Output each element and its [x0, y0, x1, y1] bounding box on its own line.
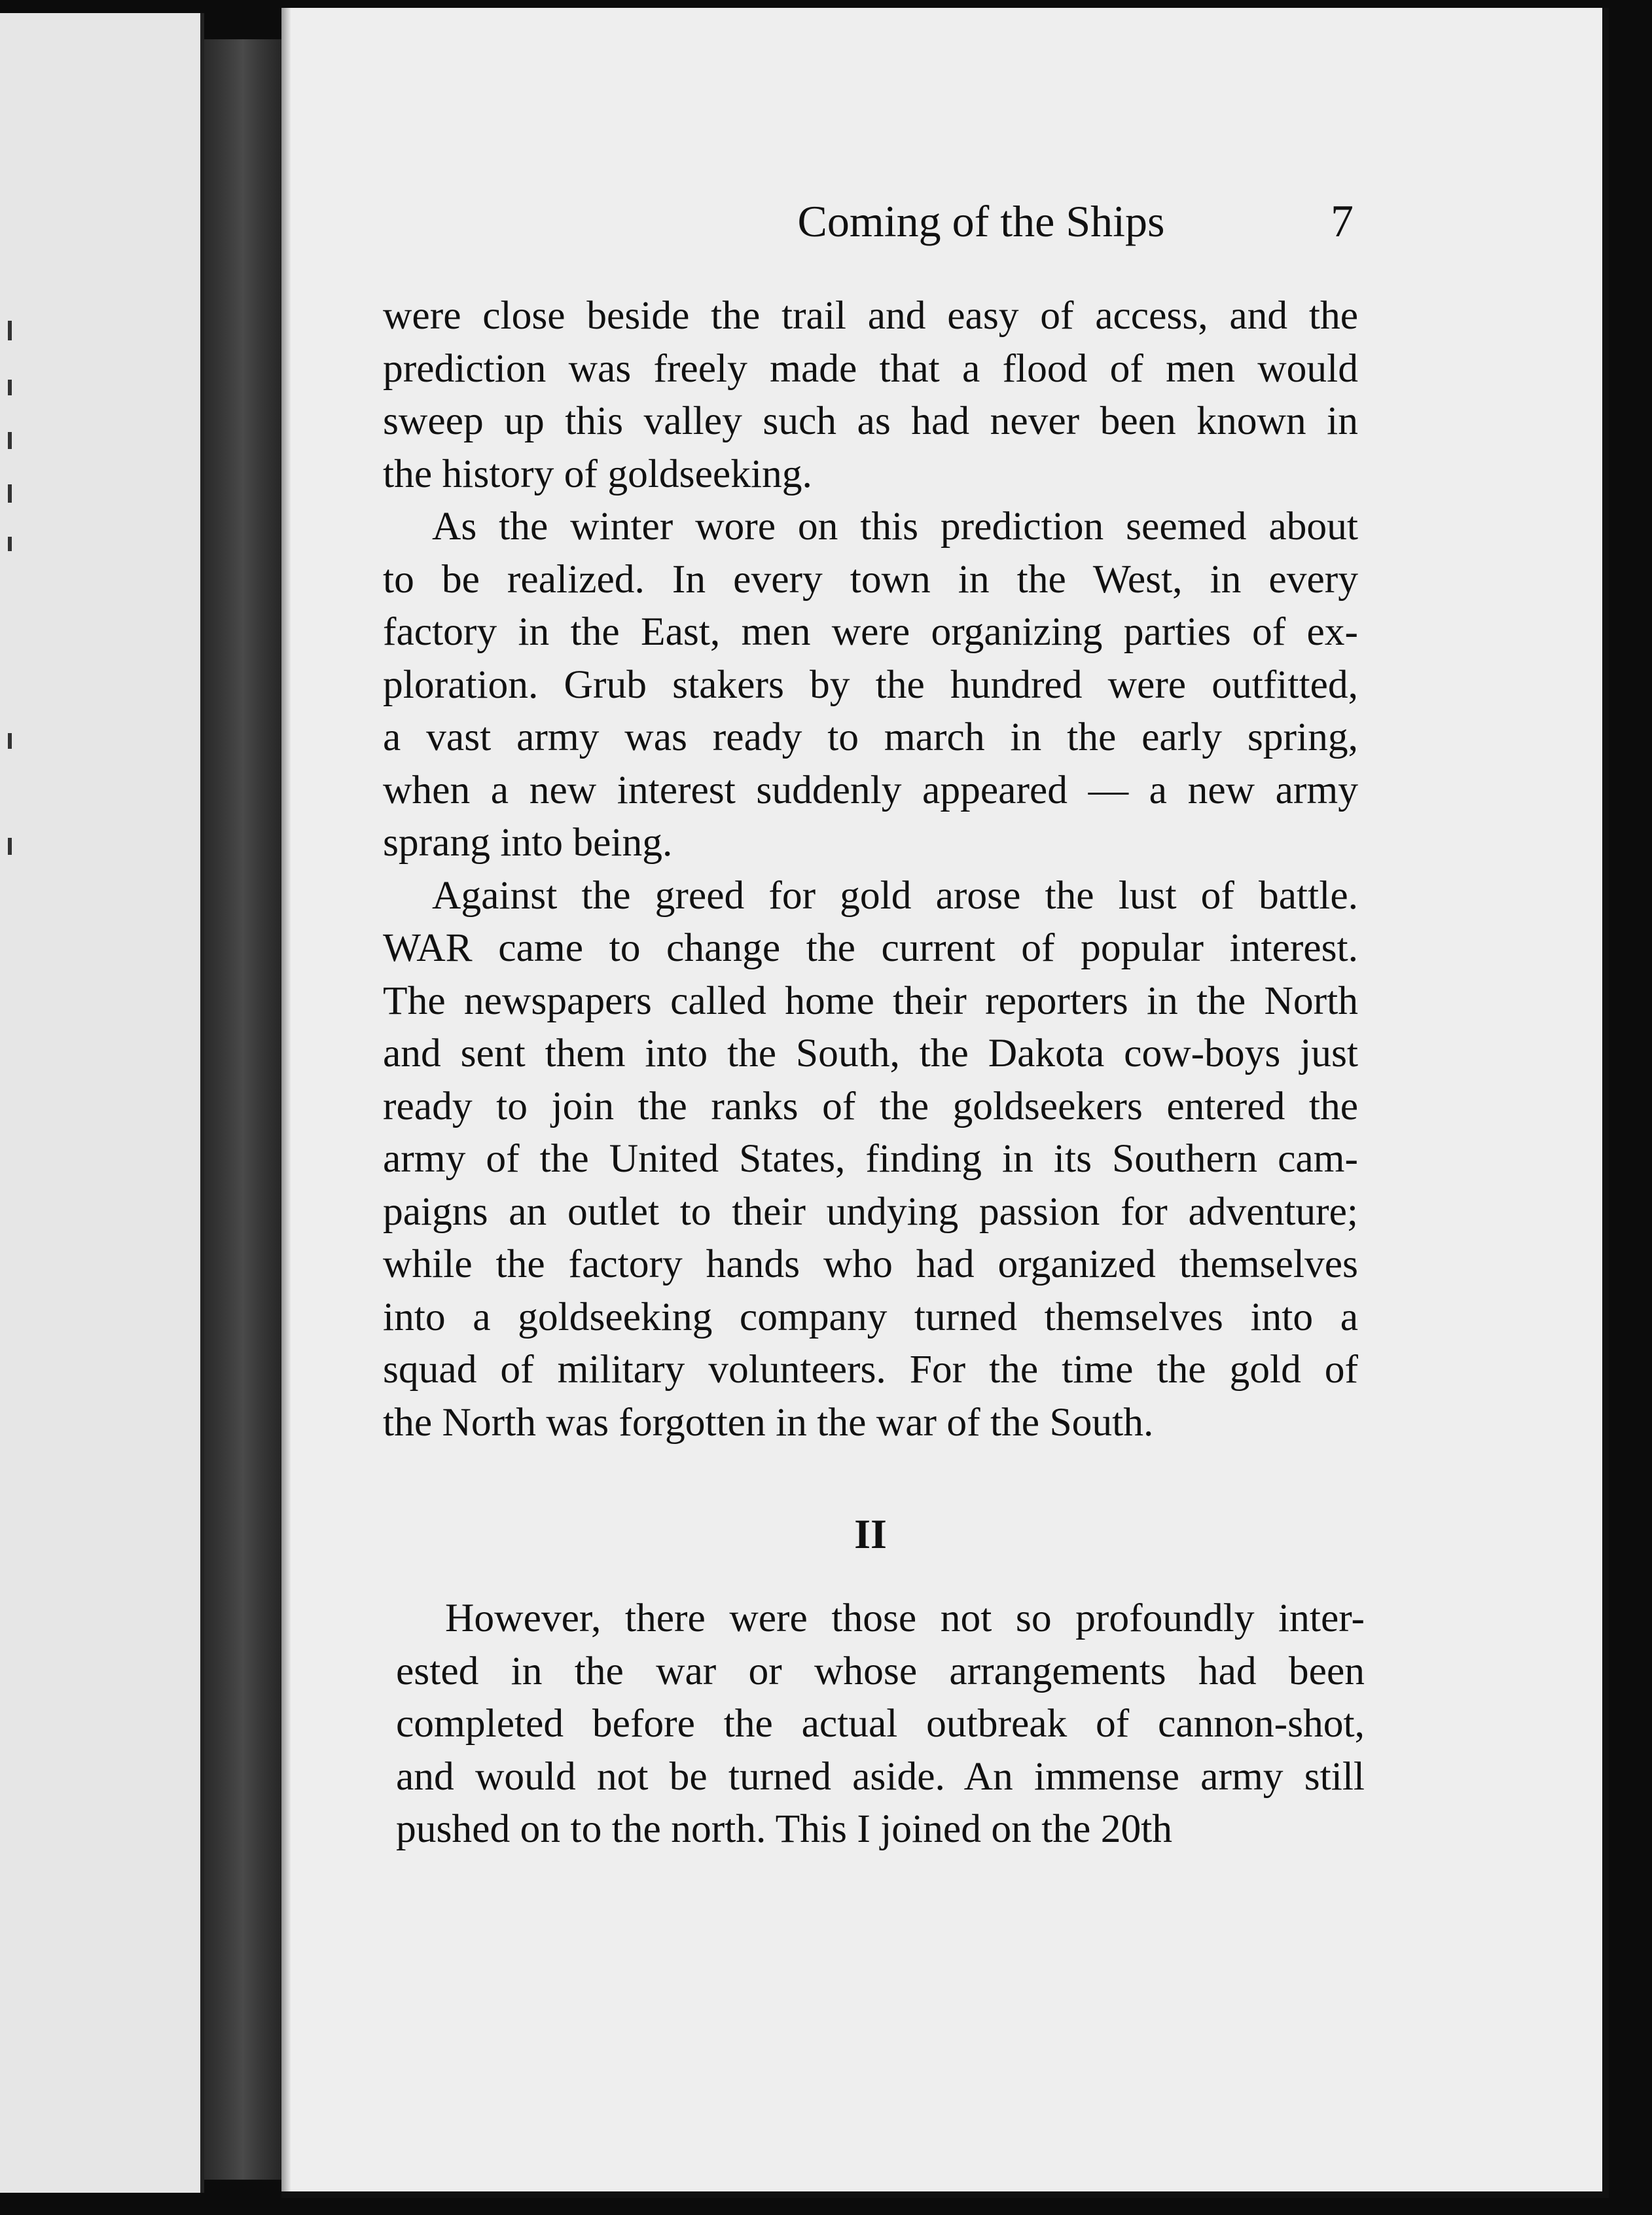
text-line: WAR came to change the current of popular interest.: [383, 926, 1358, 970]
text-line: the history of goldseeking.: [383, 451, 812, 496]
text-line: ready to join the ranks of the goldseekers entered the: [383, 1083, 1358, 1128]
text-line: sprang into being.: [383, 820, 673, 865]
text-line: pushed on to the north. This I joined on the 20th: [396, 1807, 1173, 1851]
page-mark: [8, 537, 12, 551]
text-line: squad of military volunteers. For the time the gold of: [383, 1347, 1358, 1392]
page-number: 7: [1331, 196, 1354, 247]
text-line: when a new interest suddenly appeared — a new army: [383, 767, 1358, 812]
book-page: [281, 8, 1609, 2198]
text-line: to be realized. In every town in the West, in every: [383, 556, 1358, 602]
text-line: The newspapers called home their reporters in the North: [383, 978, 1358, 1023]
text-line: completed before the actual outbreak of cannon-shot,: [396, 1701, 1365, 1746]
text-line: ploration. Grub stakers by the hundred were outfitted,: [383, 662, 1358, 707]
body-text: [383, 289, 1358, 1449]
page-mark: [8, 380, 12, 395]
text-line: prediction was freely made that a flood of men would: [383, 346, 1358, 391]
text-line: factory in the East, men were organizing parties of ex-: [383, 609, 1358, 654]
text-line: Against the greed for gold arose the lust of battle.: [432, 873, 1358, 918]
text-line: army of the United States, finding in its Southern cam-: [383, 1136, 1358, 1181]
page-gutter: [281, 8, 291, 2191]
body-text-section-ii: [396, 1592, 1365, 1856]
page-mark: [8, 484, 12, 503]
section-heading: II: [854, 1511, 887, 1557]
text-line: into a goldseeking company turned themselves into a: [383, 1294, 1358, 1339]
page-mark: [8, 733, 12, 749]
page-header: [281, 181, 1602, 253]
page-mark: [8, 432, 12, 449]
text-line: paigns an outlet to their undying passion for adventure;: [383, 1189, 1358, 1234]
text-line: ested in the war or whose arrangements had been: [396, 1648, 1365, 1693]
paragraph: [396, 1592, 1365, 1856]
text-line: a vast army was ready to march in the early spring,: [383, 715, 1358, 759]
text-line: However, there were those not so profoundly inter-: [445, 1596, 1365, 1640]
paragraph: [383, 500, 1358, 869]
running-head: Coming of the Ships: [797, 196, 1165, 246]
paragraph: [383, 289, 1358, 500]
text-line: the North was forgotten in the war of the South.: [383, 1399, 1154, 1445]
text-line: were close beside the trail and easy of access, and the: [383, 293, 1358, 338]
paragraph: [383, 869, 1358, 1449]
page-mark: [8, 321, 12, 340]
text-line: while the factory hands who had organized themselves: [383, 1242, 1358, 1286]
facing-page: [0, 13, 204, 2193]
text-line: As the winter wore on this prediction seemed about: [432, 504, 1358, 549]
text-line: and would not be turned aside. An immense army still: [396, 1754, 1365, 1799]
text-line: sweep up this valley such as had never been known in: [383, 399, 1358, 443]
text-line: and sent them into the South, the Dakota cow-boys just: [383, 1031, 1358, 1075]
page-mark: [8, 838, 12, 855]
book-spine: [204, 39, 281, 2180]
